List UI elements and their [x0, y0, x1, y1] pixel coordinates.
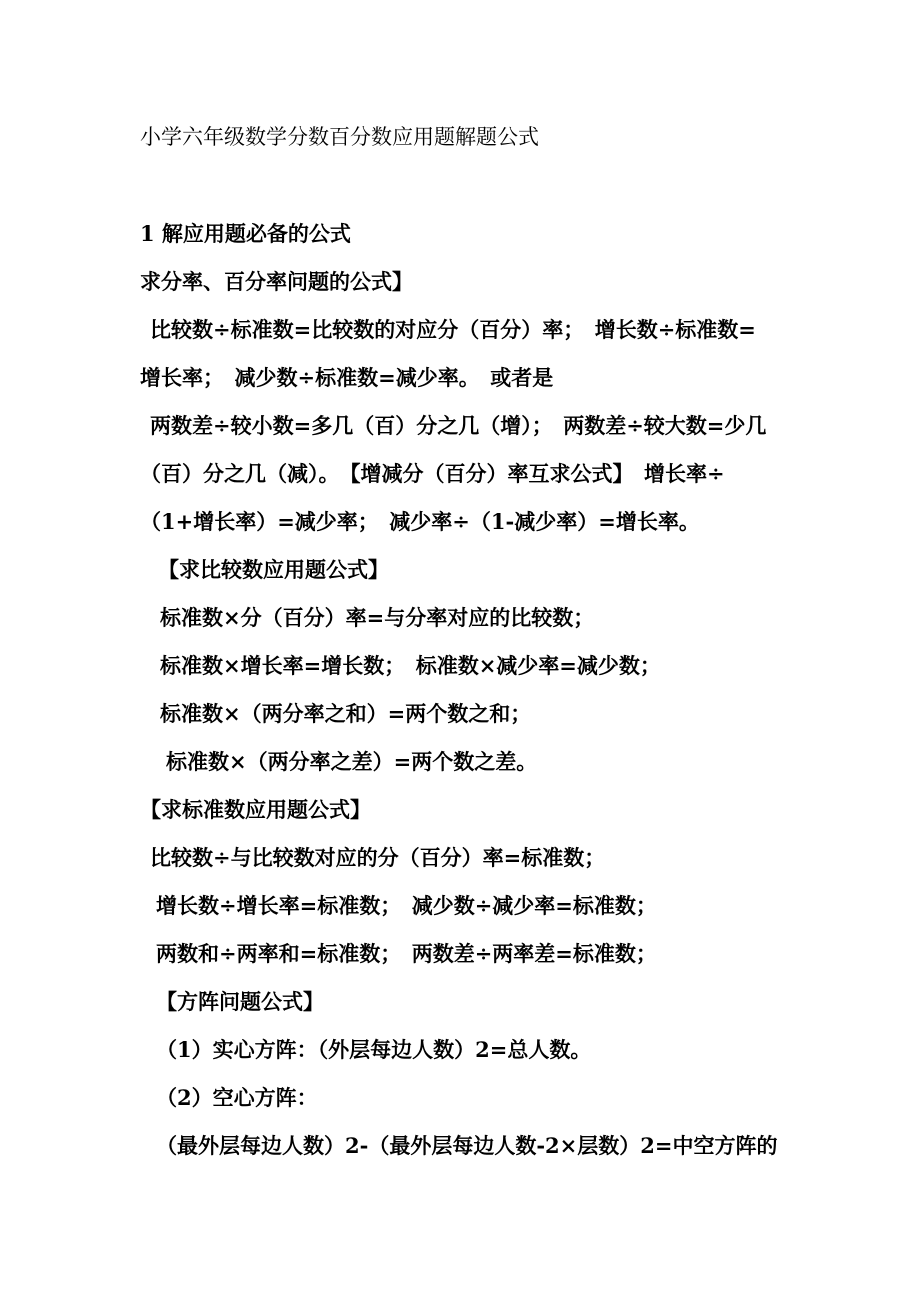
formula-line: 比较数÷标准数=比较数的对应分（百分）率； 增长数÷标准数= — [150, 317, 756, 342]
formula-line: （最外层每边人数）2-（最外层每边人数-2×层数）2=中空方阵的 — [156, 1133, 778, 1158]
formula-line: （2）空心方阵： — [156, 1085, 318, 1110]
formula-line: 标准数×（两分率之差）=两个数之差。 — [166, 749, 538, 774]
formula-line: 标准数×（两分率之和）=两个数之和； — [160, 701, 532, 726]
formula-line: 两数和÷两率和=标准数； 两数差÷两率差=标准数； — [156, 941, 657, 966]
formula-line: （1+增长率）=减少率； 减少率÷（1-减少率）=增长率。 — [140, 509, 700, 534]
formula-line: 增长数÷增长率=标准数； 减少数÷减少率=标准数； — [156, 893, 657, 918]
section-heading: 1 解应用题必备的公式 — [140, 221, 351, 246]
subsection-heading: 【方阵问题公式】 — [156, 989, 324, 1014]
subsection-heading: 求分率、百分率问题的公式】 — [140, 269, 413, 294]
formula-line: （百）分之几（减）。 【增减分（百分）率互求公式】 增长率÷ — [140, 461, 725, 486]
formula-line: 标准数×增长率=增长数； 标准数×减少率=减少数； — [160, 653, 661, 678]
subsection-heading: 【求标准数应用题公式】 — [140, 797, 371, 822]
formula-line: 标准数×分（百分）率=与分率对应的比较数； — [160, 605, 595, 630]
formula-line: 增长率； 减少数÷标准数=减少率。 或者是 — [140, 365, 554, 390]
document-title: 小学六年级数学分数百分数应用题解题公式 — [140, 125, 539, 149]
formula-line: 两数差÷较小数=多几（百）分之几（增）； 两数差÷较大数=少几 — [150, 413, 767, 438]
subsection-heading: 【求比较数应用题公式】 — [158, 557, 389, 582]
formula-line: 比较数÷与比较数对应的分（百分）率=标准数； — [150, 845, 606, 870]
formula-line: （1）实心方阵：（外层每边人数）2=总人数。 — [156, 1037, 592, 1062]
